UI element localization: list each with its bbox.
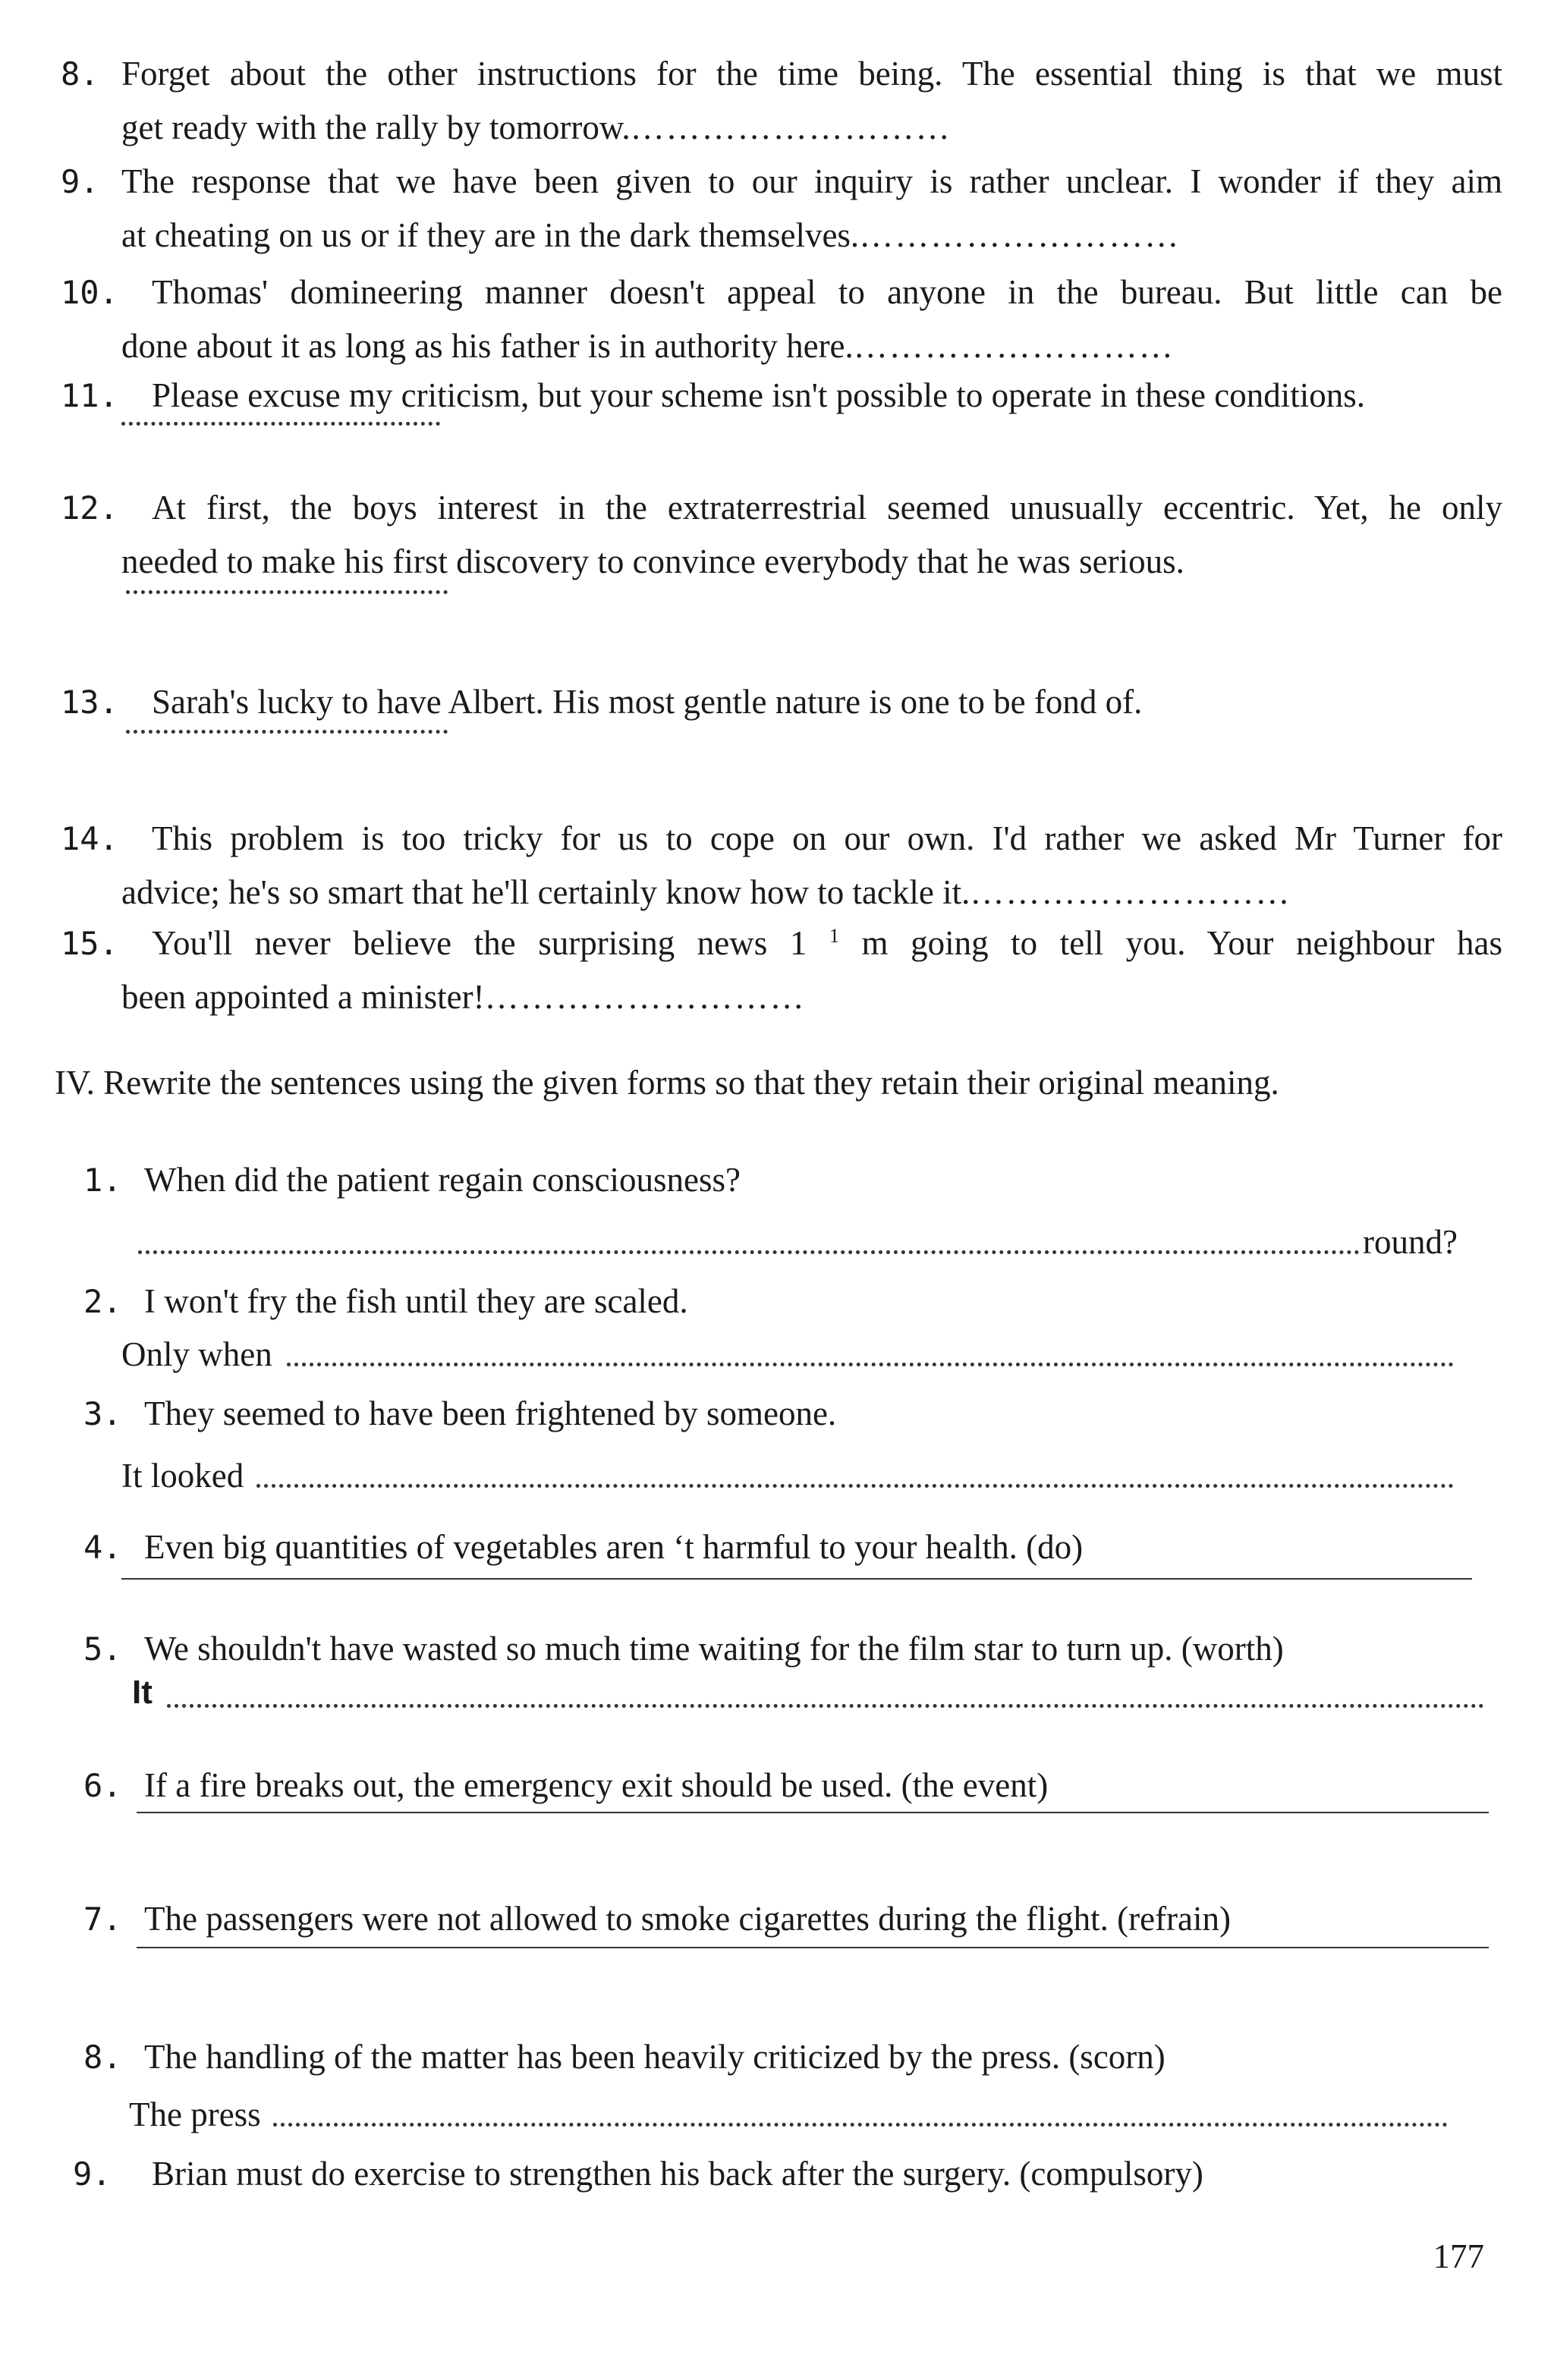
answer-dotted-line[interactable] xyxy=(138,1250,1360,1254)
answer-dotted-line[interactable] xyxy=(287,1363,1454,1366)
item-number: 5. xyxy=(83,1630,122,1668)
answer-line[interactable] xyxy=(137,1947,1489,1948)
item-text: Thomas' domineering manner doesn't appeal to anyone in the bureau. But little can be xyxy=(152,273,1502,311)
answer-dots[interactable]: ……………………… xyxy=(630,108,952,146)
item-number: 2. xyxy=(83,1283,122,1320)
item-text-cont: done about it as long as his father is in authority here. xyxy=(121,327,854,365)
answer-dotted-line[interactable] xyxy=(126,730,448,734)
item-text: This problem is too tricky for us to cope on our own. I'd rather we asked Mr Turner for xyxy=(152,819,1502,857)
item-text: m going to tell you. Your neighbour has xyxy=(861,924,1503,962)
item-text-cont: advice; he's so smart that he'll certainly know how to tackle it. xyxy=(121,873,970,911)
rewrite-item-4 xyxy=(83,1520,1525,1574)
rewrite-item-7 xyxy=(83,1892,1525,1946)
item-text: They seemed to have been frightened by someone. xyxy=(144,1394,837,1432)
exercise-item-13 xyxy=(61,675,1502,729)
exercise-item-12 xyxy=(61,481,1502,588)
item-text-cont: needed to make his first discovery to convince everybody that he was serious. xyxy=(121,542,1184,580)
rewrite-item-5 xyxy=(83,1622,1525,1676)
answer-suffix: round? xyxy=(1363,1223,1458,1261)
item-number: 10. xyxy=(61,274,118,311)
item-text: You'll never believe the surprising news 1 xyxy=(152,924,807,962)
item-text: Please excuse my criticism, but your scheme isn't possible to operate in these conditions. xyxy=(152,376,1366,414)
item-number: 1. xyxy=(83,1162,122,1199)
item-text: Brian must do exercise to strengthen his back after the surgery. (compulsory) xyxy=(152,2155,1203,2193)
item-number: 4. xyxy=(83,1529,122,1566)
exercise-item-8 xyxy=(61,47,1502,154)
exercise-item-10 xyxy=(61,266,1502,373)
item-number: 3. xyxy=(83,1395,122,1432)
exercise-item-14 xyxy=(61,812,1502,919)
item-number: 9. xyxy=(61,163,99,200)
rewrite-item-6 xyxy=(83,1759,1525,1813)
rewrite-item-1 xyxy=(83,1153,1525,1207)
item-text: Even big quantities of vegetables aren ‘t harmful to your health. (do) xyxy=(144,1528,1084,1566)
answer-dotted-line[interactable] xyxy=(121,422,440,426)
item-number: 15. xyxy=(61,925,118,962)
item-text-cont: get ready with the rally by tomorrow. xyxy=(121,108,631,146)
item-number: 14. xyxy=(61,820,118,857)
item-number: 9. xyxy=(73,2155,112,2193)
exercise-item-9 xyxy=(61,155,1502,262)
item-number: 13. xyxy=(61,684,118,721)
item-text: If a fire breaks out, the emergency exit should be used. (the event) xyxy=(144,1766,1049,1804)
rewrite-item-8 xyxy=(83,2030,1525,2084)
item-number: 8. xyxy=(61,55,99,93)
item-text: The passengers were not allowed to smoke cigarettes during the flight. (refrain) xyxy=(144,1900,1232,1938)
item-number: 11. xyxy=(61,377,118,414)
exercise-item-15 xyxy=(61,916,1502,1023)
answer-prefix: Only when xyxy=(121,1335,272,1373)
answer-dots[interactable]: ……………………… xyxy=(853,327,1175,365)
answer-line[interactable] xyxy=(137,1812,1489,1813)
answer-line[interactable] xyxy=(121,1578,1472,1580)
answer-prefix: It looked xyxy=(121,1457,244,1495)
item-text-cont: at cheating on us or if they are in the dark themselves. xyxy=(121,216,860,254)
page-number: 177 xyxy=(1433,2237,1484,2275)
item-text-cont: been appointed a minister! xyxy=(121,978,485,1016)
answer-dotted-line[interactable] xyxy=(256,1484,1454,1488)
item-text: At first, the boys interest in the extraterrestrial seemed unusually eccentric. Yet, he only xyxy=(152,489,1502,527)
item-text: We shouldn't have wasted so much time waiting for the film star to turn up. (worth) xyxy=(144,1630,1284,1668)
answer-dotted-line[interactable] xyxy=(167,1704,1484,1708)
answer-prefix: The press xyxy=(129,2095,261,2133)
item-text: Forget about the other instructions for the time being. The essential thing is that we must xyxy=(121,55,1502,93)
item-text: The handling of the matter has been heavily criticized by the press. (scorn) xyxy=(144,2038,1166,2076)
item-text: The response that we have been given to our inquiry is rather unclear. I wonder if they aim xyxy=(121,162,1502,200)
item-text: I won't fry the fish until they are scaled. xyxy=(144,1282,688,1320)
item-text: Sarah's lucky to have Albert. His most gentle nature is one to be fond of. xyxy=(152,683,1143,721)
rewrite-item-9 xyxy=(73,2147,1515,2201)
rewrite-item-3 xyxy=(83,1387,1525,1441)
answer-prefix: It xyxy=(132,1674,153,1711)
superscript-mark: 1 xyxy=(829,925,839,947)
item-number: 6. xyxy=(83,1767,122,1804)
item-number: 12. xyxy=(61,489,118,527)
item-number: 7. xyxy=(83,1901,122,1938)
exercise-item-11 xyxy=(61,369,1502,423)
answer-dots[interactable]: ……………………… xyxy=(484,978,806,1016)
answer-dots[interactable]: ……………………… xyxy=(970,873,1291,911)
item-number: 8. xyxy=(83,2039,122,2076)
item-text: When did the patient regain consciousness? xyxy=(144,1161,741,1199)
answer-dotted-line[interactable] xyxy=(126,590,448,594)
answer-dotted-line[interactable] xyxy=(273,2123,1448,2127)
answer-dots[interactable]: ……………………… xyxy=(859,216,1181,254)
rewrite-item-2 xyxy=(83,1275,1525,1328)
section-heading: IV. Rewrite the sentences using the given forms so that they retain their original meaning. xyxy=(55,1064,1279,1102)
